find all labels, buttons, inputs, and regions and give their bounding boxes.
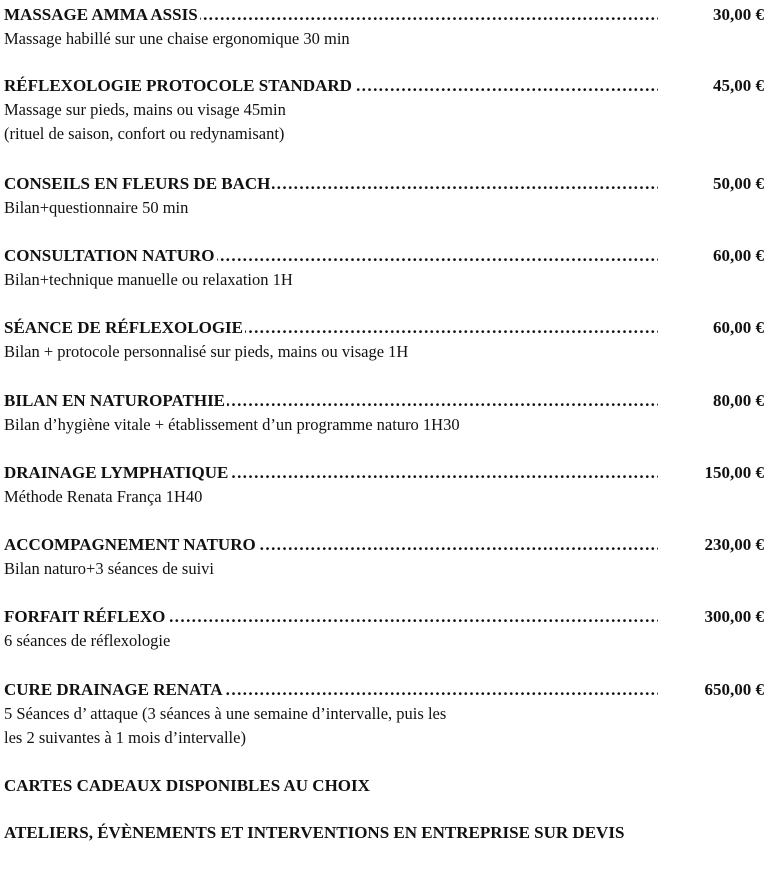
service-price: 230,00 €	[704, 535, 764, 554]
service-description-line-2: les 2 suivantes à 1 mois d’intervalle)	[4, 728, 246, 747]
service-description: Massage habillé sur une chaise ergonomique 30 min	[4, 29, 350, 48]
service-description: 6 séances de réflexologie	[4, 631, 171, 650]
price-item-header	[4, 317, 766, 339]
service-title: SÉANCE DE RÉFLEXOLOGIE	[4, 318, 243, 337]
price-item	[4, 173, 766, 220]
service-description: Méthode Renata França 1H40	[4, 487, 203, 506]
service-description: Bilan+questionnaire 50 min	[4, 198, 189, 217]
price-item	[4, 390, 766, 437]
service-price: 650,00 €	[704, 680, 764, 699]
price-item	[4, 462, 766, 509]
price-item	[4, 606, 766, 653]
price-item-header	[4, 245, 766, 267]
service-price: 60,00 €	[713, 246, 764, 265]
service-description: Bilan+technique manuelle ou relaxation 1H	[4, 270, 293, 289]
service-description: Bilan naturo+3 séances de suivi	[4, 559, 215, 578]
price-item-header	[4, 679, 766, 701]
price-item-header	[4, 534, 766, 556]
price-item-header	[4, 75, 766, 97]
service-price: 50,00 €	[713, 174, 764, 193]
service-title: BILAN EN NATUROPATHIE	[4, 391, 226, 410]
price-item-header	[4, 173, 766, 195]
price-item	[4, 534, 766, 581]
service-price: 45,00 €	[713, 76, 764, 95]
gift-cards-notice: CARTES CADEAUX DISPONIBLES AU CHOIX	[4, 776, 370, 795]
price-item-header	[4, 606, 766, 628]
price-item	[4, 679, 766, 750]
price-item	[4, 4, 766, 51]
service-price: 80,00 €	[713, 391, 764, 410]
price-item	[4, 75, 766, 146]
service-price: 60,00 €	[713, 318, 764, 337]
service-price: 30,00 €	[713, 5, 764, 24]
service-title: FORFAIT RÉFLEXO	[4, 607, 166, 626]
service-price: 300,00 €	[704, 607, 764, 626]
price-item	[4, 245, 766, 292]
service-title: CONSULTATION NATURO	[4, 246, 215, 265]
service-description: Bilan d’hygiène vitale + établissement d’un programme naturo 1H30	[4, 415, 460, 434]
service-title: ACCOMPAGNEMENT NATURO	[4, 535, 256, 554]
service-title: CONSEILS EN FLEURS DE BACH	[4, 174, 271, 193]
service-description: Bilan + protocole personnalisé sur pieds, mains ou visage 1H	[4, 342, 409, 361]
service-description: Massage sur pieds, mains ou visage 45min	[4, 100, 286, 119]
price-item	[4, 317, 766, 364]
service-title: DRAINAGE LYMPHATIQUE	[4, 463, 229, 482]
service-description-line-2: (rituel de saison, confort ou redynamisant)	[4, 124, 285, 143]
price-item-header	[4, 4, 766, 26]
price-item-header	[4, 390, 766, 412]
service-title: MASSAGE AMMA ASSIS	[4, 5, 198, 24]
service-description: 5 Séances d’ attaque (3 séances à une semaine d’intervalle, puis les	[4, 704, 447, 723]
service-title: RÉFLEXOLOGIE PROTOCOLE STANDARD	[4, 76, 352, 95]
service-price: 150,00 €	[704, 463, 764, 482]
service-title: CURE DRAINAGE RENATA	[4, 680, 223, 699]
workshops-notice: ATELIERS, ÉVÈNEMENTS ET INTERVENTIONS EN ENTREPRISE SUR DEVIS	[4, 823, 625, 842]
price-item-header	[4, 462, 766, 484]
